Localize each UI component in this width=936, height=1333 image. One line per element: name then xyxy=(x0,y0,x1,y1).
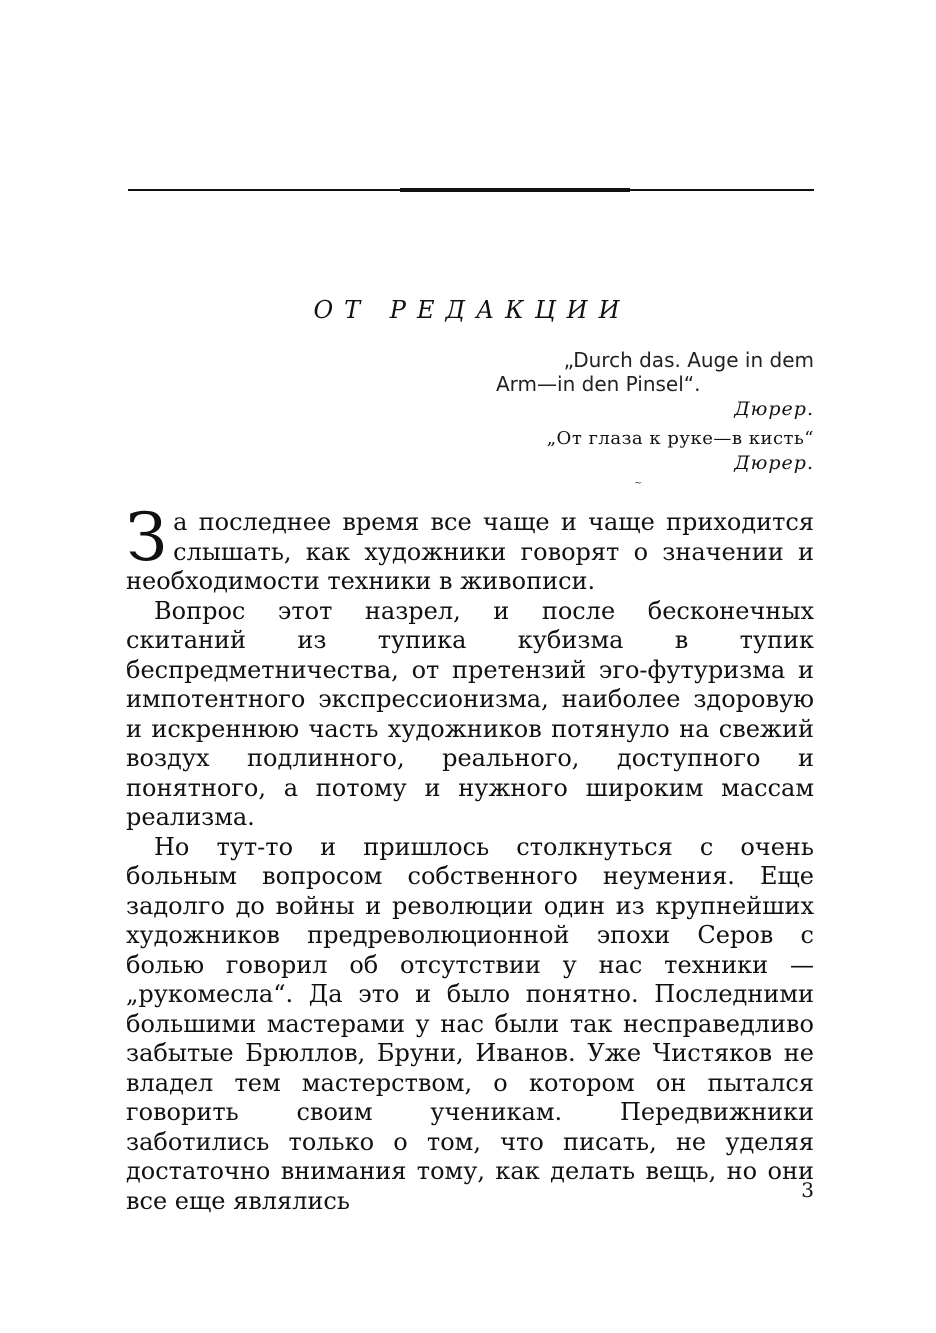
top-decorative-rule xyxy=(128,189,814,191)
paragraph-1-text: а последнее время все чаще и чаще приходится слышать, как художники говорят о значении и необходимости техники в живописи. xyxy=(126,508,814,595)
paragraph-3: Но тут-то и пришлось столкнуться с очень больным вопросом собственного неумения. Еще задолго до войны и революции один из крупнейших художников предреволюционной эпохи Серов с болью говорил об отсутствии у нас техники — „рукомесла“. Да это и было понятно. Последними большими мастерами у нас были так несправедливо забытые Брюллов, Бруни, Иванов. Уже Чистяков не владел тем мастерством, о котором он пытался говорить своим ученикам. Передвижники заботились только о том, что писать, не уделяя достаточно внимания тому, как делать вещь, но они все еще являлись xyxy=(126,832,814,1215)
epigraph-russian: „От глаза к руке—в кисть“ xyxy=(546,428,814,449)
page-number: 3 xyxy=(801,1178,814,1202)
paragraph-1 xyxy=(126,499,814,597)
paragraph-2: Вопрос этот назрел, и после бесконечных скитаний из тупика кубизма в тупик беспредметничества, от претензий эго-футуризма и импотентного экспрессионизма, наиболее здоровую и искреннюю часть художников потянуло на свежий воздух подлинного, реального, доступного и понятного, а потому и нужного широким массам реализма. xyxy=(126,596,814,831)
epigraph-german-line-1: „Durch das. Auge in dem xyxy=(563,348,814,372)
epigraph-russian-author: Дюрер. xyxy=(734,452,814,474)
stray-print-mark: ~ xyxy=(634,478,643,489)
epigraph-german-author: Дюрер. xyxy=(734,398,814,420)
page-title: ОТ РЕДАКЦИИ xyxy=(313,296,631,324)
epigraph-german-line-2: Arm—in den Pinsel“. xyxy=(496,372,701,396)
body-text xyxy=(126,499,814,1216)
epigraph-german xyxy=(494,348,814,396)
drop-cap: З xyxy=(126,499,168,576)
